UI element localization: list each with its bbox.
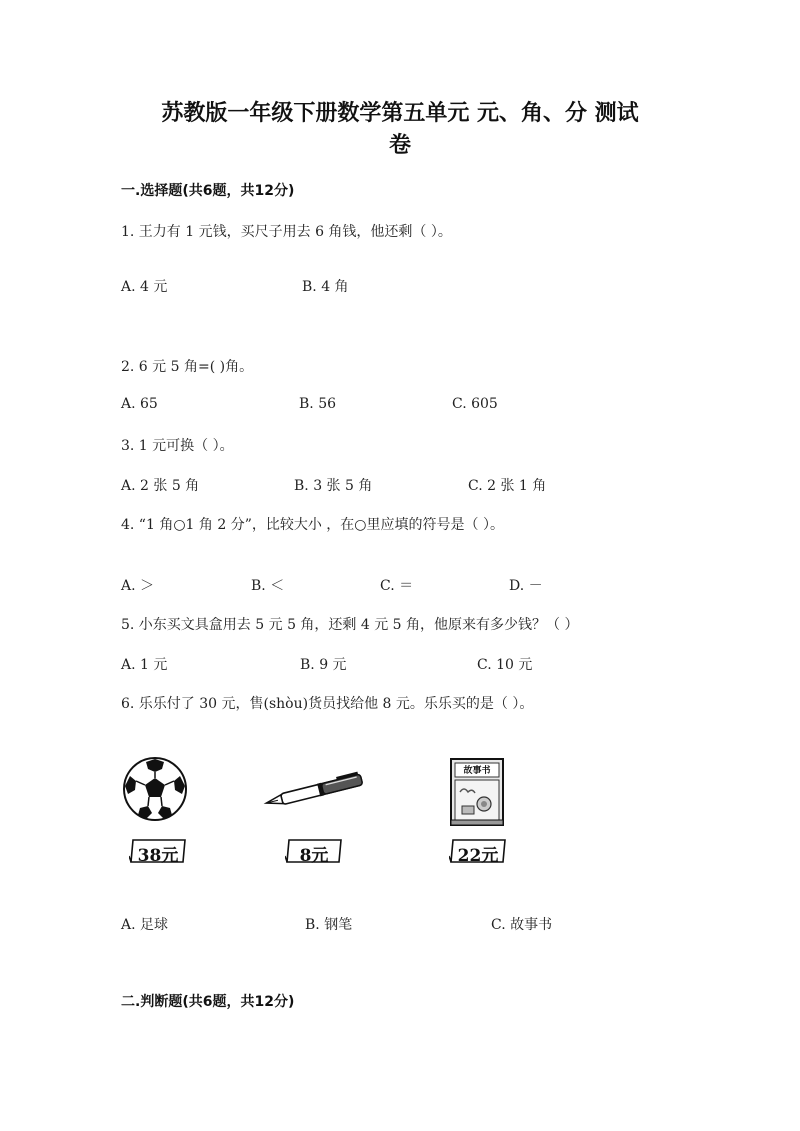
title-line-2: 卷 [388, 133, 411, 158]
price-book-label: 22元 [457, 846, 499, 866]
q3-option-b[interactable]: B. 3 张 5 角 [294, 478, 373, 494]
q5-option-b[interactable]: B. 9 元 [300, 657, 347, 673]
section-2-heading: 二.判断题(共6题，共12分) [121, 994, 295, 1010]
price-ball-label: 38元 [137, 846, 179, 866]
question-3: 3. 1 元可换（ ）。 [121, 438, 234, 454]
question-4: 4. “1 角○1 角 2 分”，比较大小 ，在○里应填的符号是（ ）。 [121, 517, 504, 533]
q6-option-a[interactable]: A. 足球 [121, 917, 169, 933]
q3-option-c[interactable]: C. 2 张 1 角 [468, 478, 547, 494]
price-tag-pen [285, 838, 343, 864]
q6-option-b[interactable]: B. 钢笔 [305, 917, 353, 933]
soccer-ball-icon [122, 756, 188, 822]
storybook-cover-title: 故事书 [463, 766, 491, 776]
question-1: 1. 王力有 1 元钱，买尺子用去 6 角钱，他还剩（ ）。 [121, 224, 452, 240]
q5-option-c[interactable]: C. 10 元 [477, 657, 533, 673]
pen-icon [253, 770, 373, 814]
q4-option-b[interactable]: B. ＜ [251, 578, 285, 594]
q6-option-c[interactable]: C. 故事书 [491, 917, 553, 933]
page-title [120, 98, 680, 162]
price-pen-label: 8元 [299, 846, 329, 866]
q2-option-b[interactable]: B. 56 [299, 396, 337, 412]
q4-option-a[interactable]: A. ＞ [121, 578, 155, 594]
q4-option-c[interactable]: C. ＝ [380, 578, 414, 594]
price-tag-ball [129, 838, 187, 864]
question-5: 5. 小东买文具盒用去 5 元 5 角，还剩 4 元 5 角，他原来有多少钱？（ ） [121, 617, 579, 633]
q5-option-a[interactable]: A. 1 元 [121, 657, 168, 673]
section-1-heading: 一.选择题(共6题，共12分) [121, 183, 295, 199]
q2-option-c[interactable]: C. 605 [452, 396, 498, 412]
q1-option-a[interactable]: A. 4 元 [121, 279, 168, 295]
question-6: 6. 乐乐付了 30 元，售(shòu)货员找给他 8 元。乐乐买的是（ ）。 [121, 696, 534, 712]
price-tag-book [449, 838, 507, 864]
q2-option-a[interactable]: A. 65 [121, 396, 158, 412]
question-2: 2. 6 元 5 角=( )角。 [121, 359, 254, 375]
title-line-1: 苏教版一年级下册数学第五单元 元、角、分 测试 [161, 101, 639, 126]
q3-option-a[interactable]: A. 2 张 5 角 [121, 478, 200, 494]
q1-option-b[interactable]: B. 4 角 [302, 279, 349, 295]
q4-option-d[interactable]: D. － [509, 578, 543, 594]
